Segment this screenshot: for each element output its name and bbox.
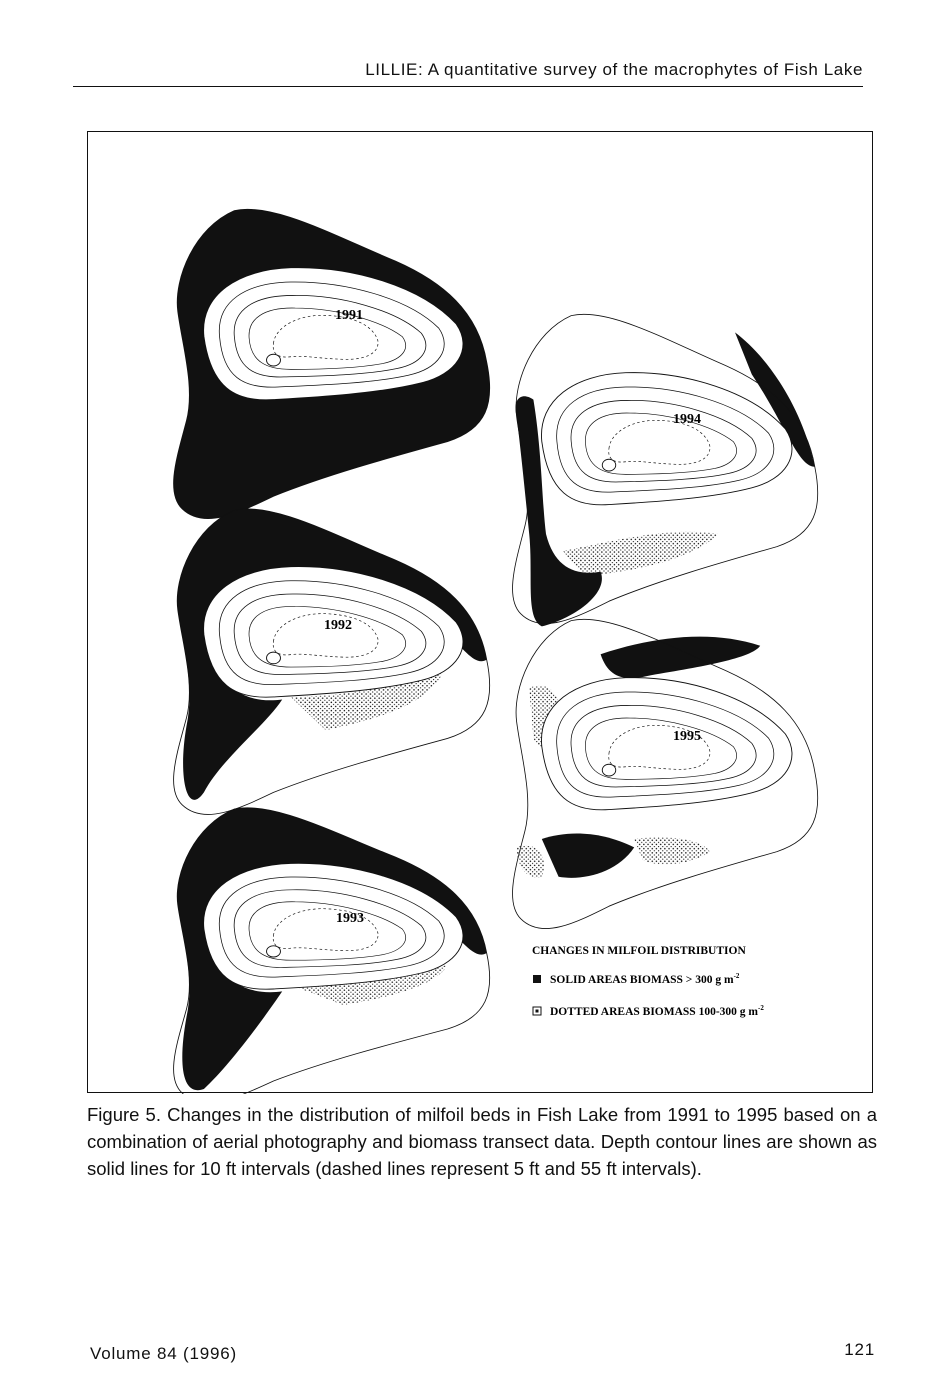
figure-caption: Figure 5. Changes in the distribution of milfoil beds in Fish Lake from 1991 to 1995 based on a combination of aerial photography and biomass transect data. Depth contour lines are shown as solid lines for 10 ft intervals (dashed lines represent 5 ft and 55 ft intervals).: [87, 1104, 877, 1179]
legend-solid-swatch: [533, 975, 541, 983]
year-label-1994: 1994: [673, 412, 701, 427]
legend-solid-text: [550, 972, 740, 986]
lake-map-1991: [174, 209, 490, 518]
header-rule: [73, 86, 863, 87]
year-label-1992: 1992: [324, 618, 352, 633]
legend-solid-exponent: -2: [733, 972, 740, 980]
legend-dotted-label: DOTTED AREAS BIOMASS 100-300 g m: [550, 1006, 758, 1018]
legend-dotted-swatch-dot: [536, 1010, 539, 1013]
page-number: 121: [844, 1340, 875, 1359]
legend-dotted-text: [550, 1004, 764, 1018]
legend-solid-label: SOLID AREAS BIOMASS > 300 g m: [550, 974, 734, 986]
lake-map-1995: [513, 619, 818, 928]
lake-map-1994: [513, 314, 818, 626]
year-label-1993: 1993: [336, 911, 364, 926]
legend-dotted-exponent: -2: [758, 1004, 764, 1012]
lake-maps-figure: [88, 132, 874, 1094]
lake-map-1993: [174, 808, 490, 1094]
lake-map-1992: [174, 509, 490, 815]
running-header: LILLIE: A quantitative survey of the macrophytes of Fish Lake: [365, 60, 863, 79]
year-label-1991: 1991: [335, 308, 363, 323]
legend-title: CHANGES IN MILFOIL DISTRIBUTION: [532, 945, 746, 957]
figure-5: [87, 131, 873, 1093]
footer-volume: Volume 84 (1996): [90, 1344, 237, 1363]
year-label-1995: 1995: [673, 729, 701, 744]
